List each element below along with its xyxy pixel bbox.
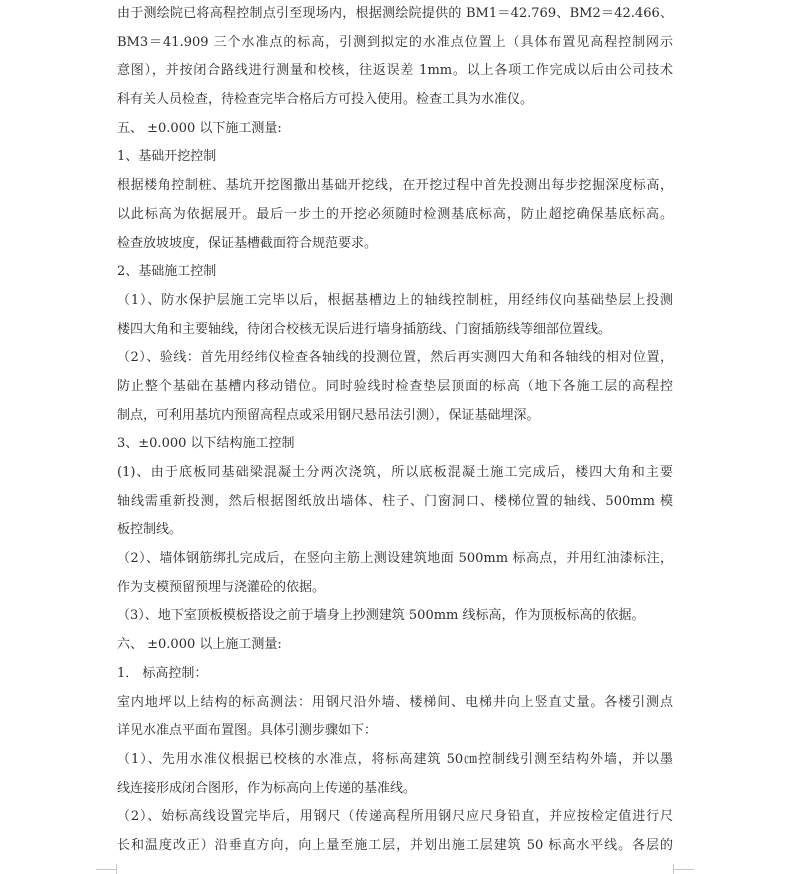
document-body xyxy=(117,0,673,861)
text-line: （1）、先用水准仪根据已校核的水准点，将标高建筑 50㎝控制线引测至结构外墙，并以墨 xyxy=(117,751,673,767)
text-line: 板控制线。 xyxy=(117,522,183,538)
text-line: 室内地坪以上结构的标高测法：用钢尺沿外墙、楼梯间、电梯井向上竖直丈量。各楼引测点 xyxy=(117,694,673,710)
text-line: 由于测绘院已将高程控制点引至现场内，根据测绘院提供的 BM1＝42.769、BM2＝42.466、 xyxy=(117,6,673,21)
text-line: 3、±0.000 以下结构施工控制 xyxy=(117,436,295,452)
text-line: BM3＝41.909 三个水准点的标高，引测到拟定的水准点位置上（具体布置见高程控制网示 xyxy=(117,34,673,50)
crop-mark-bottom-left xyxy=(96,869,116,870)
text-line: 防止整个基础在基槽内移动错位。同时验线时检查垫层顶面的标高（地下各施工层的高程控 xyxy=(117,378,673,394)
text-line: 作为支模预留预埋与浇灌砼的依据。 xyxy=(117,579,326,595)
text-line: 详见水准点平面布置图。具体引测步骤如下： xyxy=(117,723,378,739)
text-line: 制点，可利用基坑内预留高程点或采用钢尺悬吊法引测），保证基础埋深。 xyxy=(117,407,540,423)
text-line: 以此标高为依据展开。最后一步土的开挖必须随时检测基底标高，防止超挖确保基底标高。 xyxy=(117,206,673,222)
crop-mark-bottom-left-vertical xyxy=(116,864,117,874)
text-line: (1)、由于底板同基础梁混凝土分两次浇筑，所以底板混凝土施工完成后，楼四大角和主要 xyxy=(117,465,673,480)
crop-mark-bottom-right xyxy=(674,869,694,870)
text-line: 楼四大角和主要轴线，待闭合校核无误后进行墙身插筋线、门窗插筋线等细部位置线。 xyxy=(117,321,612,337)
text-line: （3）、地下室顶板模板搭设之前于墙身上抄测建筑 500mm 线标高，作为顶板标高的依据。 xyxy=(117,608,645,624)
text-line: （2）、始标高线设置完毕后，用钢尺（传递高程所用钢尺应尺身铅直，并应按检定值进行尺 xyxy=(117,809,673,825)
text-line: 1． 标高控制： xyxy=(117,665,208,681)
text-line: 五、 ±0.000 以下施工测量: xyxy=(117,120,282,136)
text-line: （2）、验线：首先用经纬仪检查各轴线的投测位置，然后再实测四大角和各轴线的相对位置， xyxy=(117,350,673,366)
text-line: 线连接形成闭合图形，作为标高向上传递的基准线。 xyxy=(117,780,417,796)
text-line: （2）、墙体钢筋绑扎完成后，在竖向主筋上测设建筑地面 500mm 标高点，并用红油漆标注， xyxy=(117,551,673,567)
text-line: （1）、防水保护层施工完毕以后，根据基槽边上的轴线控制桩，用经纬仪向基础垫层上投测 xyxy=(117,292,673,308)
text-line: 1、基础开挖控制 xyxy=(117,149,217,165)
text-line: 根据楼角控制桩、基坑开挖图撒出基础开挖线，在开挖过程中首先投测出每步挖掘深度标高， xyxy=(117,178,673,194)
crop-mark-bottom-right-vertical xyxy=(673,864,674,874)
text-line: 检查放坡坡度，保证基槽截面符合规范要求。 xyxy=(117,235,378,251)
text-line: 轴线需重新投测，然后根据图纸放出墙体、柱子、门窗洞口、楼梯位置的轴线、500mm 模 xyxy=(117,493,673,509)
text-line: 六、 ±0.000 以上施工测量: xyxy=(117,637,282,653)
text-line: 2、基础施工控制 xyxy=(117,264,217,280)
text-line: 长和温度改正）沿垂直方向，向上量至施工层，并划出施工层建筑 50 标高水平线。各层的 xyxy=(117,837,673,853)
text-line: 意图），并按闭合路线进行测量和校核，往返误差 1mm。以上各项工作完成以后由公司技术 xyxy=(117,63,673,79)
text-line: 科有关人员检查，待检查完毕合格后方可投入使用。检查工具为水准仪。 xyxy=(117,92,534,108)
